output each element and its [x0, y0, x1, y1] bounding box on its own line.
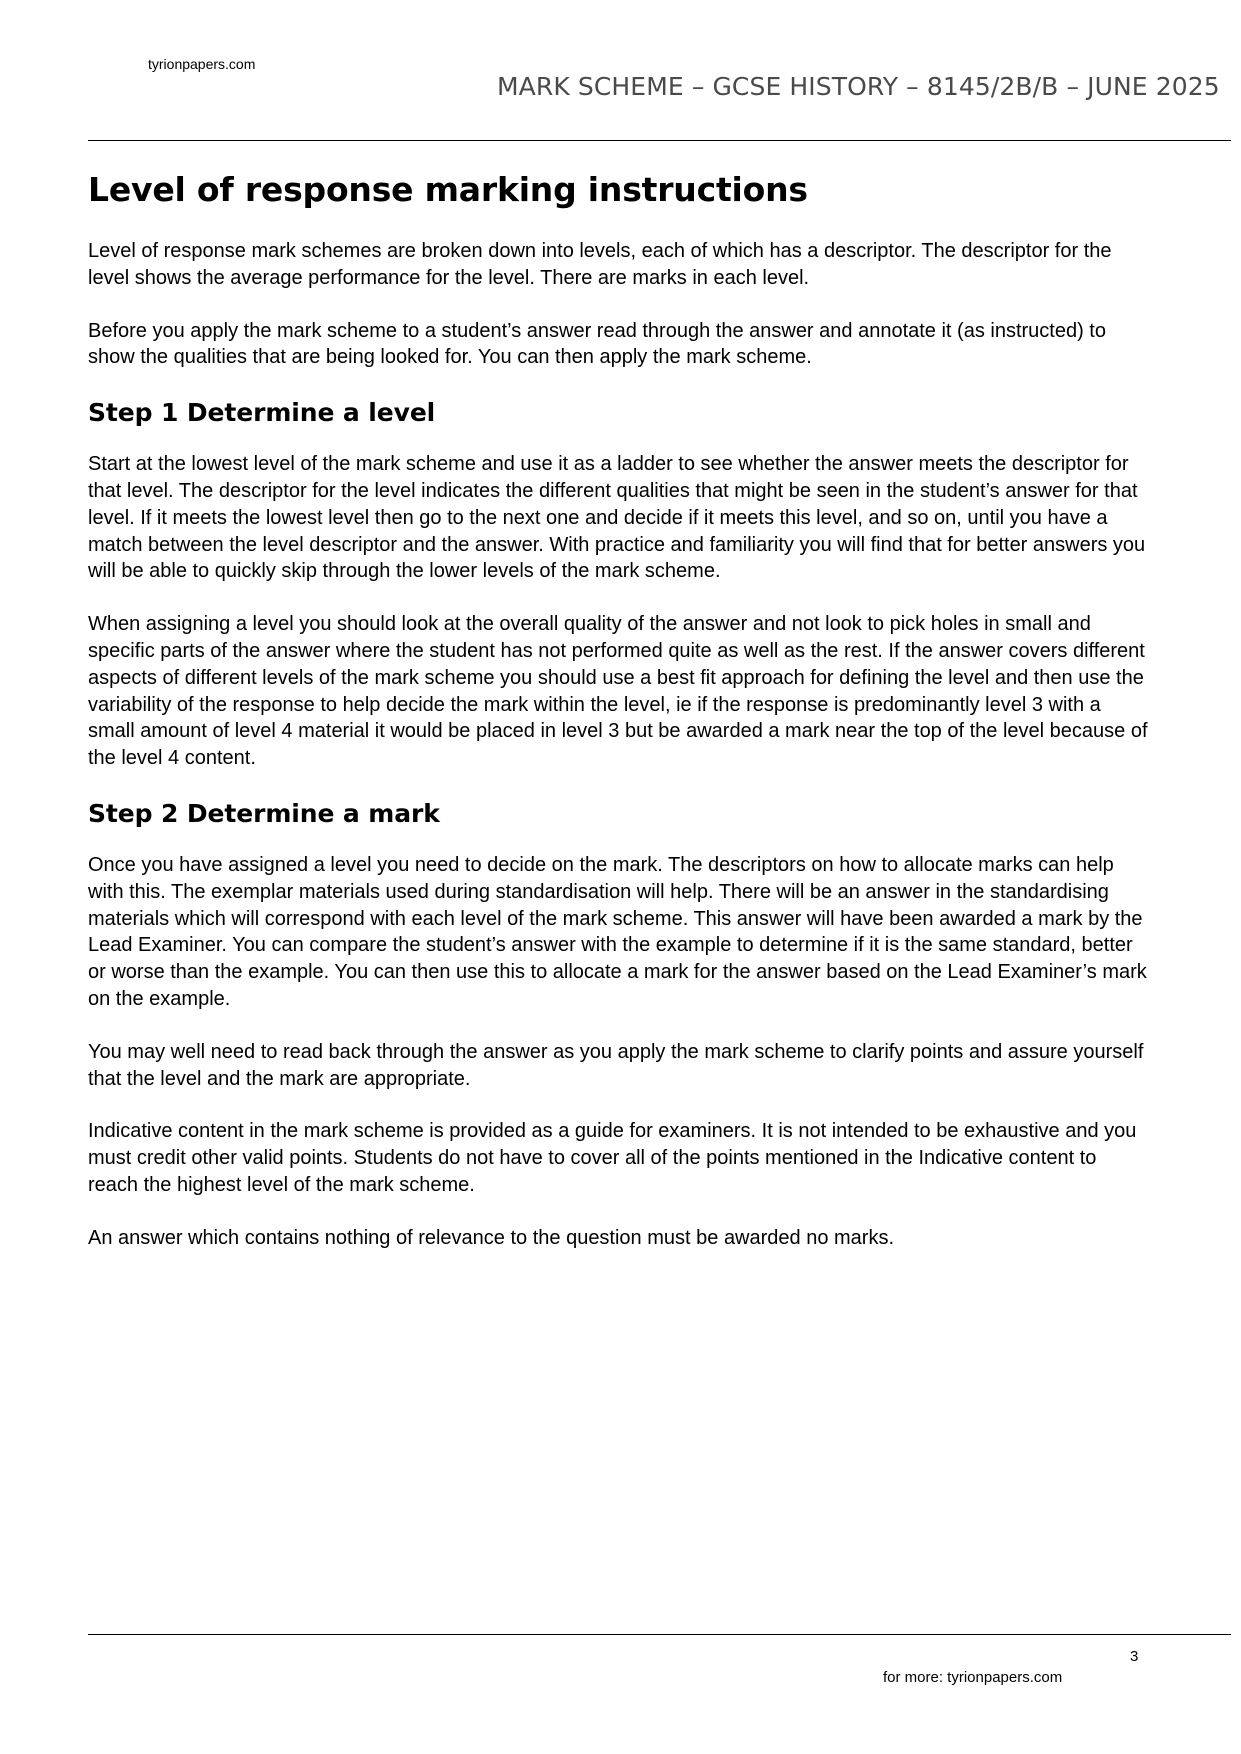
step1-paragraph: When assigning a level you should look at the overall quality of the answer and not look to pick holes in small and specific parts of the answer where the student has not performed quite as well as the rest. If the answer covers different aspects of different levels of the mark scheme you should use a best fit approach for defining the level and then use the variability of the response to help decide the mark within the level, ie if the response is predominantly level 3 with a small amount of level 4 material it would be placed in level 3 but be awarded a mark near the top of the level because of the level 4 content.: [88, 613, 1148, 770]
header-title: MARK SCHEME – GCSE HISTORY – 8145/2B/B – JUNE 2025: [497, 72, 1220, 101]
intro-paragraph: Before you apply the mark scheme to a student’s answer read through the answer and annotate it (as instructed) to show the qualities that are being looked for. You can then apply the mark scheme.: [88, 319, 1106, 369]
page-number: 3: [1130, 1648, 1139, 1665]
step2-paragraph: You may well need to read back through the answer as you apply the mark scheme to clarify points and assure yourself that the level and the mark are appropriate.: [88, 1040, 1144, 1090]
footer-divider: [88, 1634, 1231, 1635]
header-divider: [88, 140, 1231, 141]
step2-heading: Step 2 Determine a mark: [88, 798, 440, 828]
intro-paragraph: Level of response mark schemes are broken down into levels, each of which has a descriptor. The descriptor for the level shows the average performance for the level. There are marks in each level.: [88, 240, 1112, 289]
page-content: [88, 170, 1150, 1278]
step2-paragraph: Once you have assigned a level you need to decide on the mark. The descriptors on how to allocate marks can help with this. The exemplar materials used during standardisation will help. There will be an answer in the standardising materials which will correspond with each level of the mark scheme. This answer will have been awarded a mark by the Lead Examiner. You can compare the student’s answer with the example to determine if it is the same standard, better or worse than the example. You can then use this to allocate a mark for the answer based on the Lead Examiner’s mark on the example.: [88, 853, 1147, 1010]
step2-paragraph: Indicative content in the mark scheme is provided as a guide for examiners. It is not intended to be exhaustive and you must credit other valid points. Students do not have to cover all of the points mentioned in the Indicative content to reach the highest level of the mark scheme.: [88, 1120, 1137, 1196]
page-heading: Level of response marking instructions: [88, 170, 808, 209]
watermark-text: tyrionpapers.com: [148, 56, 256, 72]
step1-paragraph: Start at the lowest level of the mark scheme and use it as a ladder to see whether the answer meets the descriptor for that level. The descriptor for the level indicates the different qualities that might be seen in the student’s answer for that level. If it meets the lowest level then go to the next one and decide if it meets this level, and so on, until you have a match between the level descriptor and the answer. With practice and familiarity you will find that for better answers you will be able to quickly skip through the lower levels of the mark scheme.: [88, 453, 1146, 583]
step1-heading: Step 1 Determine a level: [88, 398, 436, 428]
step2-paragraph: An answer which contains nothing of relevance to the question must be awarded no marks.: [88, 1226, 895, 1249]
footer-link[interactable]: for more: tyrionpapers.com: [883, 1669, 1063, 1686]
